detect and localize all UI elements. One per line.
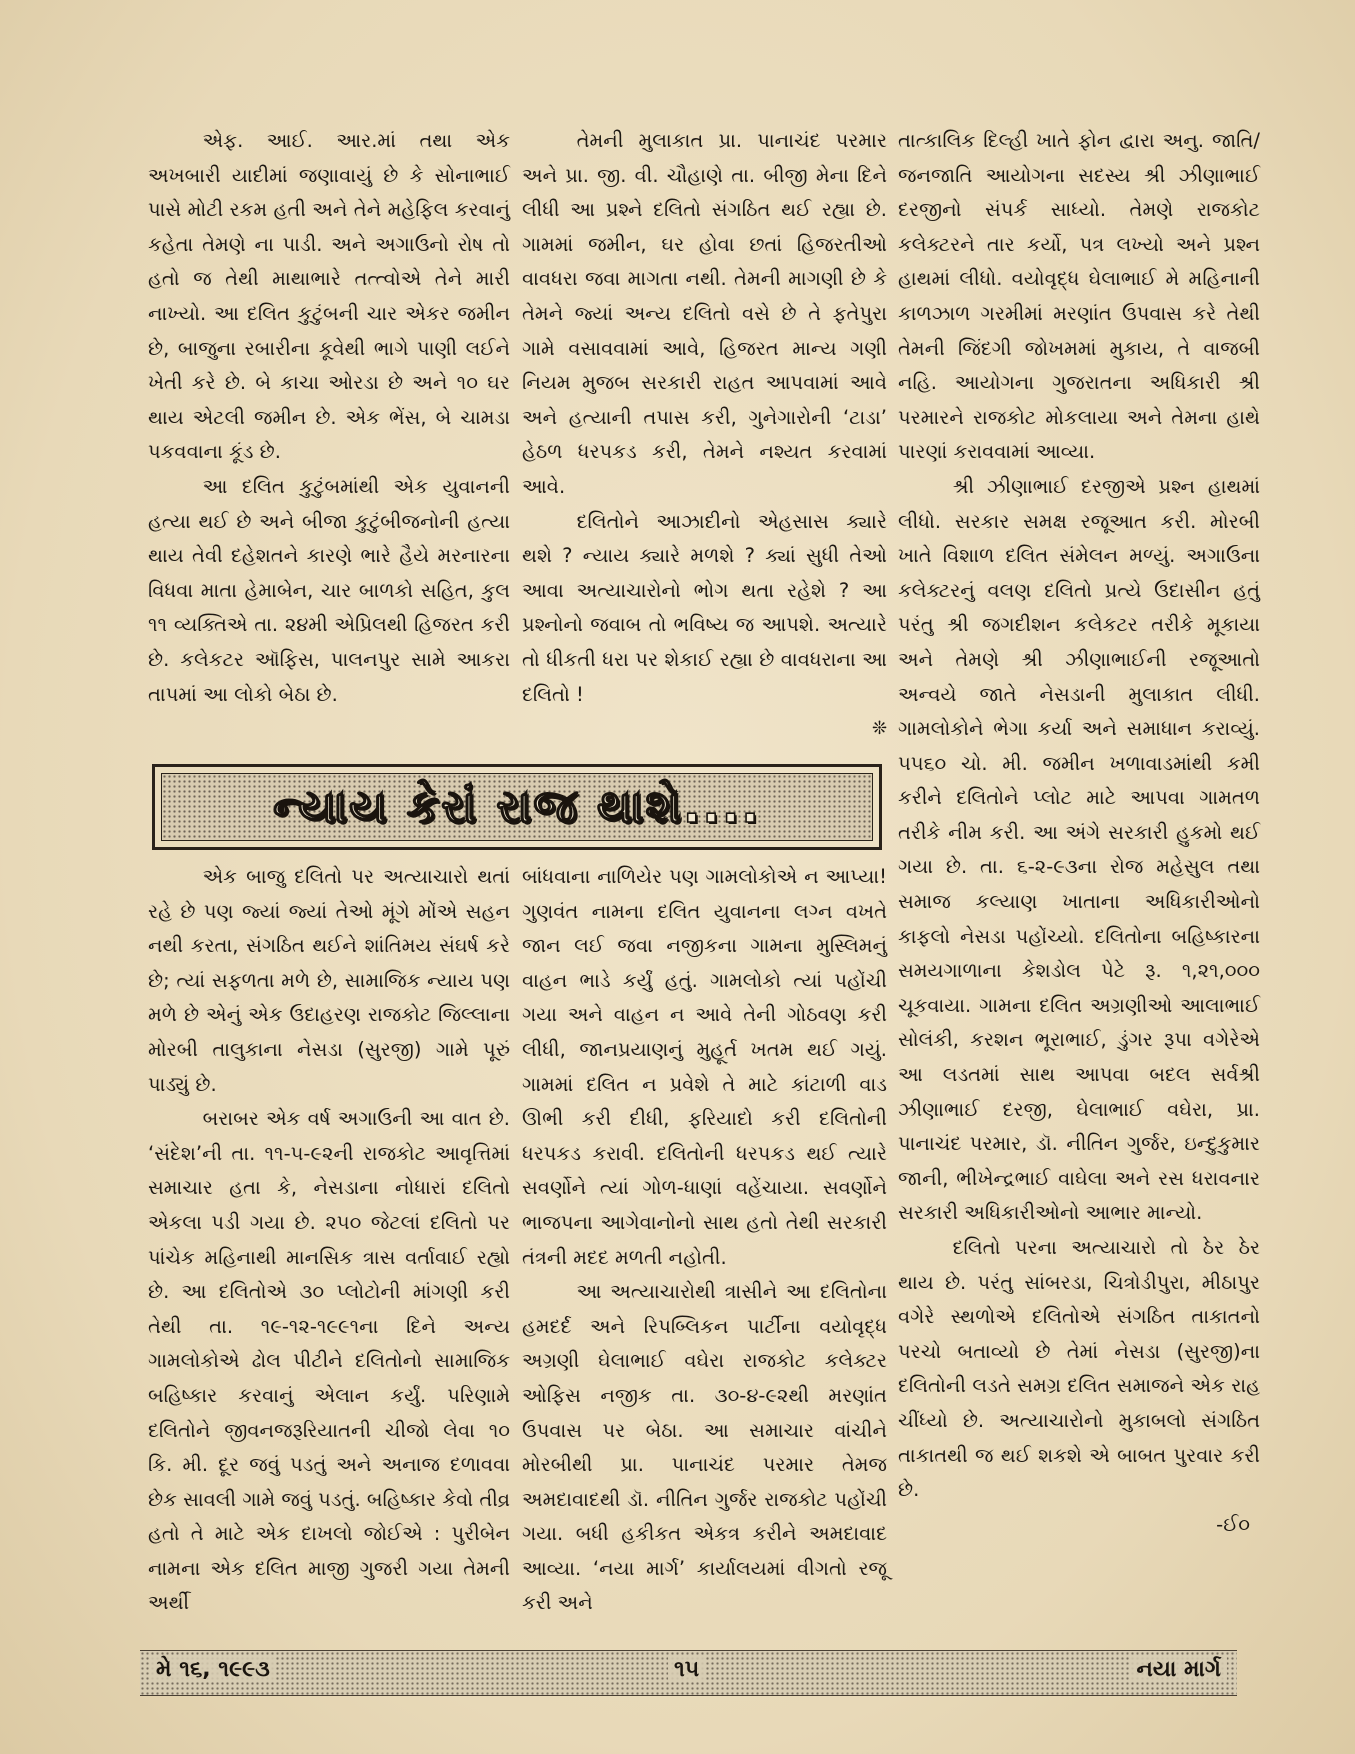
article-column-bottom-middle	[522, 860, 887, 1620]
article-column-top-left	[148, 124, 510, 752]
author-signature: -ઈ૦	[1216, 1512, 1250, 1536]
paragraph: બરાબર એક વર્ષ અગાઉની આ વાત છે. ‘સંદેશ’ની તા. ૧૧-૫-૯૨ની રાજકોટ આવૃત્તિમાં સમાચાર હતા કે, નેસડાના નોધારાં દલિતો એકલા પડી ગયા છે. ૨૫૦ જેટલાં દલિતો પર પાંચેક મહિનાથી માનસિક ત્રાસ વર્તાવાઈ રહ્યો છે. આ દલિતોએ ૩૦ પ્લોટોની માંગણી કરી તેથી તા. ૧૯-૧૨-૧૯૯૧ના દિને અન્ય ગામલોકોએ ઢોલ પીટીને દલિતોનો સામાજિક બહિષ્કાર કરવાનું એલાન કર્યું. પરિણામે દલિતોને જીવનજરૂરિયાતની ચીજો લેવા ૧૦ કિ. મી. દૂર જવું પડતું અને અનાજ દળાવવા છેક સાવલી ગામે જવું પડતું. બહિષ્કાર કેવો તીવ્ર હતો તે માટે એક દાખલો જોઈએ : પુરીબેન નામના એક દલિત માજી ગુજરી ગયા તેમની અર્થી	[148, 1107, 510, 1615]
page-footer	[140, 1650, 1237, 1696]
issue-date: મે ૧૬, ૧૯૯૩	[150, 1657, 276, 1682]
paragraph: એફ. આઈ. આર.માં તથા એક અખબારી યાદીમાં જણાવાયું છે કે સોનાભાઈ પાસે મોટી રકમ હતી અને તેને મહેફિલ કરવાનું કહેતા તેમણે ના પાડી. અને અગાઉનો રોષ તો હતો જ તેથી માથાભારે તત્ત્વોએ તેને મારી નાખ્યો. આ દલિત કુટુંબની ચાર એકર જમીન છે, બાજુના રબારીના કૂવેથી ભાગે પાણી લઈને ખેતી કરે છે. બે કાચા ઓરડા છે અને ૧૦ ઘર થાય એટલી જમીન છે. એક ભેંસ, બે ચામડા પકવવાના કૂંડ છે.	[148, 129, 510, 464]
paragraph: બાંધવાના નાળિયેર પણ ગામલોકોએ ન આપ્યા! ગુણવંત નામના દલિત યુવાનના લગ્ન વખતે જાન લઈ જવા નજીકના ગામના મુસ્લિમનું વાહન ભાડે કર્યું હતું. ગામલોકો ત્યાં પહોંચી ગયા અને વાહન ન આવે તેની ગોઠવણ કરી લીધી, જાનપ્રયાણનું મુહૂર્ત ખતમ થઈ ગયું. ગામમાં દલિત ન પ્રવેશે તે માટે કાંટાળી વાડ ઊભી કરી દીધી, ફરિયાદો કરી દલિતોની ધરપકડ કરાવી. દલિતોની ધરપકડ થઈ ત્યારે સવર્ણોને ત્યાં ગોળ-ધાણાં વહેંચાયા. સવર્ણોને ભાજપના આગેવાનોનો સાથ હતો તેથી સરકારી તંત્રની મદદ મળતી નહોતી.	[522, 865, 887, 1269]
paragraph: એક બાજુ દલિતો પર અત્યાચારો થતાં રહે છે પણ જ્યાં જ્યાં તેઓ મૂંગે મોંએ સહન નથી કરતા, સંગઠિત થઈને શાંતિમય સંઘર્ષ કરે છે; ત્યાં સફળતા મળે છે, સામાજિક ન્યાય પણ મળે છે એનું એક ઉદાહરણ રાજકોટ જિલ્લાના મોરબી તાલુકાના નેસડા (સુરજી) ગામે પૂરું પાડ્યું છે.	[148, 865, 510, 1096]
article-column-top-middle	[522, 124, 887, 740]
magazine-name: નયા માર્ગ	[1131, 1657, 1227, 1682]
article-column-bottom-left	[148, 860, 510, 1620]
paragraph: તાત્કાલિક દિલ્હી ખાતે ફોન દ્વારા અનુ. જાતિ/જનજાતિ આયોગના સદસ્ય શ્રી ઝીણાભાઈ દરજીનો સંપર્ક સાધ્યો. તેમણે રાજકોટ કલેક્ટરને તાર કર્યો, પત્ર લખ્યો અને પ્રશ્ન હાથમાં લીધો. વયોવૃદ્ધ ઘેલાભાઈ મે મહિનાની કાળઝાળ ગરમીમાં મરણાંત ઉપવાસ કરે તેથી તેમની જિંદગી જોખમમાં મુકાય, તે વાજબી નહિ. આયોગના ગુજરાતના અધિકારી શ્રી પરમારને રાજકોટ મોકલાયા અને તેમના હાથે પારણાં કરાવવામાં આવ્યા.	[898, 129, 1260, 464]
paragraph: આ અત્યાચારોથી ત્રાસીને આ દલિતોના હમદર્દ અને રિપબ્લિકન પાર્ટીના વયોવૃદ્ધ અગ્રણી ઘેલાભાઈ વઘેરા રાજકોટ કલેક્ટર ઓફિસ નજીક તા. ૩૦-૪-૯૨થી મરણાંત ઉપવાસ પર બેઠા. આ સમાચાર વાંચીને મોરબીથી પ્રા. પાનાચંદ પરમાર તેમજ અમદાવાદથી ડૉ. નીતિન ગુર્જર રાજકોટ પહોંચી ગયા. બધી હકીકત એકત્ર કરીને અમદાવાદ આવ્યા. ‘નયા માર્ગ’ કાર્યાલયમાં વીગતો રજૂ કરી અને	[522, 1280, 887, 1615]
headline-background	[161, 773, 873, 841]
article-column-right	[898, 124, 1260, 1624]
end-mark-icon: ❊	[871, 718, 887, 740]
paragraph: શ્રી ઝીણાભાઈ દરજીએ પ્રશ્ન હાથમાં લીધો. સરકાર સમક્ષ રજૂઆત કરી. મોરબી ખાતે વિશાળ દલિત સંમેલન મળ્યું. અગાઉના કલેક્ટરનું વલણ દલિતો પ્રત્યે ઉદાસીન હતું પરંતુ શ્રી જગદીશન કલેકટર તરીકે મૂકાયા અને તેમણે શ્રી ઝીણાભાઈની રજૂઆતો અન્વયે જાતે નેસડાની મુલાકાત લીધી. ગામલોકોને ભેગા કર્યા અને સમાધાન કરાવ્યું. ૫૫૬૦ ચો. મી. જમીન ખળાવાડમાંથી કમી કરીને દલિતોને પ્લોટ માટે આપવા ગામતળ તરીકે નીમ કરી. આ અંગે સરકારી હુકમો થઈ ગયા છે. તા. ૬-૨-૯૩ના રોજ મહેસુલ તથા સમાજ કલ્યાણ ખાતાના અધિકારીઓનો કાફલો નેસડા પહોંચ્યો. દલિતોના બહિષ્કારના સમયગાળાના કેશડોલ પેટે રૂ. ૧,૨૧,૦૦૦ ચૂકવાયા. ગામના દલિત અગ્રણીઓ આલાભાઈ સોલંકી, કરશન ભૂરાભાઈ, ડુંગર રૂપા વગેરેએ આ લડતમાં સાથ આપવા બદલ સર્વશ્રી ઝીણાભાઈ દરજી, ઘેલાભાઈ વઘેરા, પ્રા. પાનાચંદ પરમાર, ડૉ. નીતિન ગુર્જર, ઇન્દુકુમાર જાની, ભીખેન્દ્રભાઈ વાઘેલા અને રસ ધરાવનાર સરકારી અધિકારીઓનો આભાર માન્યો.	[898, 474, 1260, 1225]
paragraph: દલિતો પરના અત્યાચારો તો ઠેર ઠેર થાય છે. પરંતુ સાંબરડા, ચિત્રોડીપુરા, મીઠાપુર વગેરે સ્થળોએ દલિતોએ સંગઠિત તાકાતનો પરચો બતાવ્યો છે તેમાં નેસડા (સુરજી)ના દલિતોની લડતે સમગ્ર દલિત સમાજને એક રાહ ચીંધ્યો છે. અત્યાચારોનો મુકાબલો સંગઠિત તાકાતથી જ થઈ શકશે એ બાબત પુરવાર કરી છે.	[898, 1236, 1260, 1502]
paragraph: આ દલિત કુટુંબમાંથી એક યુવાનની હત્યા થઈ છે અને બીજા કુટુંબીજનોની હત્યા થાય તેવી દહેશતને કારણે ભારે હૈયે મરનારના વિધવા માતા હેમાબેન, ચાર બાળકો સહિત, કુલ ૧૧ વ્યક્તિએ તા. ૨૪મી એપ્રિલથી હિજરત કરી છે. કલેકટર ઑફિસ, પાલનપુર સામે આકરા તાપમાં આ લોકો બેઠા છે.	[148, 474, 510, 706]
headline-box	[152, 764, 882, 850]
headline: ન્યાય કેરાં રાજ થાશે....	[273, 779, 761, 833]
paragraph: તેમની મુલાકાત પ્રા. પાનાચંદ પરમાર અને પ્રા. જી. વી. ચૌહાણે તા. બીજી મેના દિને લીધી આ પ્રશ્ને દલિતો સંગઠિત થઈ રહ્યા છે. ગામમાં જમીન, ઘર હોવા છતાં હિજરતીઓ વાવધરા જવા માગતા નથી. તેમની માગણી છે કે તેમને જ્યાં અન્ય દલિતો વસે છે તે ફતેપુરા ગામે વસાવવામાં આવે, હિજરત માન્ય ગણી નિયમ મુજબ સરકારી રાહત આપવામાં આવે અને હત્યાની તપાસ કરી, ગુનેગારોની ‘ટાડા’ હેઠળ ધરપકડ કરી, તેમને નશ્યત કરવામાં આવે.	[522, 129, 887, 498]
paragraph: દલિતોને આઝાદીનો એહસાસ ક્યારે થશે ? ન્યાય ક્યારે મળશે ? ક્યાં સુધી તેઓ આવા અત્યાચારોનો ભોગ થતા રહેશે ? આ પ્રશ્નોનો જવાબ તો ભવિષ્ય જ આપશે. અત્યારે તો ધીકતી ધરા પર શેકાઈ રહ્યા છે વાવધરાના આ દલિતો !	[522, 509, 887, 706]
page-number: ૧૫	[668, 1657, 705, 1682]
